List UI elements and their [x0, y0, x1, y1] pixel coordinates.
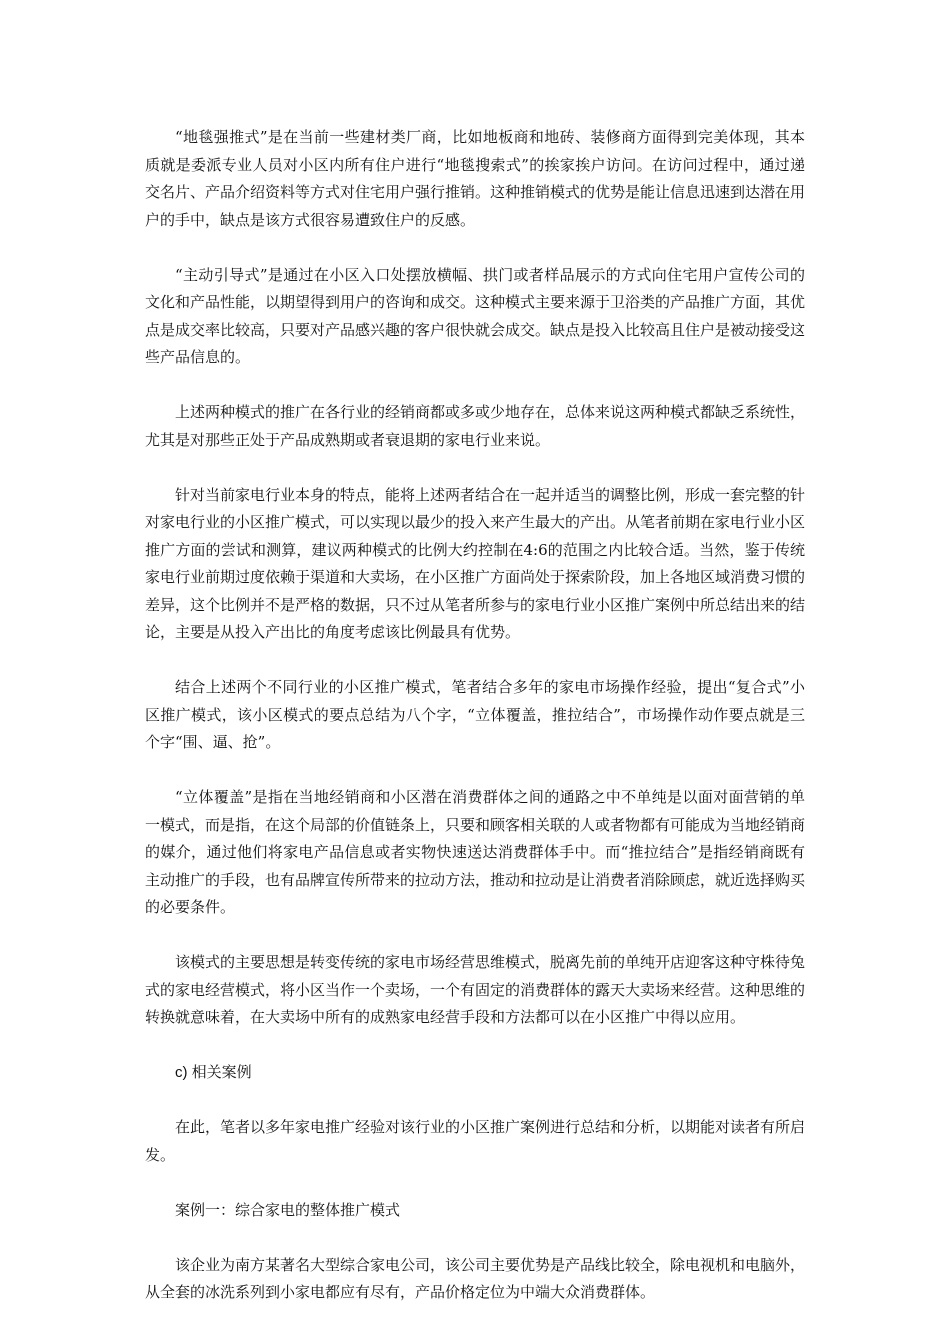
section-heading-related-cases: c) 相关案例	[175, 1064, 252, 1081]
paragraph-ratio-proposal: 针对当前家电行业本身的特点，能将上述两者结合在一起并适当的调整比例，形成一套完整的针对家电行业的小区推广模式，可以实现以最少的投入来产生最大的产出。从笔者前期在家电行业小区推广方面的尝试和测算，建议两种模式的比例大约控制在4:6的范围之内比较合适。当然，鉴于传统家电行业前期过度依赖于渠道和大卖场，在小区推广方面尚处于探索阶段，加上各地区域消费习惯的差异，这个比例并不是严格的数据，只不过从笔者所参与的家电行业小区推广案例中所总结出来的结论，主要是从投入产出比的角度考虑该比例最具有优势。	[145, 485, 806, 641]
paragraph-active-guide: “主动引导式”是通过在小区入口处摆放横幅、拱门或者样品展示的方式向住宅用户宣传公司的文化和产品性能，以期望得到用户的咨询和成交。这种模式主要来源于卫浴类的产品推广方面，其优点是成交率比较高，只要对产品感兴趣的客户很快就会成交。缺点是投入比较高且住户是被动接受这些产品信息的。	[145, 265, 806, 366]
paragraph-composite-model: 结合上述两个不同行业的小区推广模式，笔者结合多年的家电市场操作经验，提出“复合式”小区推广模式，该小区模式的要点总结为八个字，“立体覆盖，推拉结合”，市场操作动作要点就是三个字“围、逼、抢”。	[145, 678, 805, 751]
paragraph-two-modes-summary: 上述两种模式的推广在各行业的经销商都或多或少地存在，总体来说这两种模式都缺乏系统性，尤其是对那些正处于产品成熟期或者衰退期的家电行业来说。	[145, 403, 806, 449]
paragraph-cases-intro: 在此，笔者以多年家电推广经验对该行业的小区推广案例进行总结和分析，以期能对读者有所启发。	[145, 1118, 806, 1164]
paragraph-case-one-company: 该企业为南方某著名大型综合家电公司，该公司主要优势是产品线比较全，除电视机和电脑外，从全套的冰洗系列到小家电都应有尽有，产品价格定位为中端大众消费群体。	[145, 1255, 806, 1301]
paragraph-coverage-push-pull: “立体覆盖”是指在当地经销商和小区潜在消费群体之间的通路之中不单纯是以面对面营销的单一模式，而是指，在这个局部的价值链条上，只要和顾客相关联的人或者物都有可能成为当地经销商的媒介，通过他们将家电产品信息或者实物快速送达消费群体手中。而“推拉结合”是指经销商既有主动推广的手段，也有品牌宣传所带来的拉动方法，推动和拉动是让消费者消除顾虑，就近选择购买的必要条件。	[145, 788, 806, 916]
document-body	[145, 124, 805, 1307]
paragraph-mindset-shift: 该模式的主要思想是转变传统的家电市场经营思维模式，脱离先前的单纯开店迎客这种守株待兔式的家电经营模式，将小区当作一个卖场，一个有固定的消费群体的露天大卖场来经营。这种思维的转换就意味着，在大卖场中所有的成熟家电经营手段和方法都可以在小区推广中得以应用。	[145, 953, 806, 1026]
case-heading-one: 案例一：综合家电的整体推广模式	[175, 1200, 401, 1219]
paragraph-carpet-push: “地毯强推式”是在当前一些建材类厂商，比如地板商和地砖、装修商方面得到完美体现，其本质就是委派专业人员对小区内所有住户进行“地毯搜索式”的挨家挨户访问。在访问过程中，通过递交名片、产品介绍资料等方式对住宅用户强行推销。这种推销模式的优势是能让信息迅速到达潜在用户的手中，缺点是该方式很容易遭致住户的反感。	[145, 128, 806, 229]
